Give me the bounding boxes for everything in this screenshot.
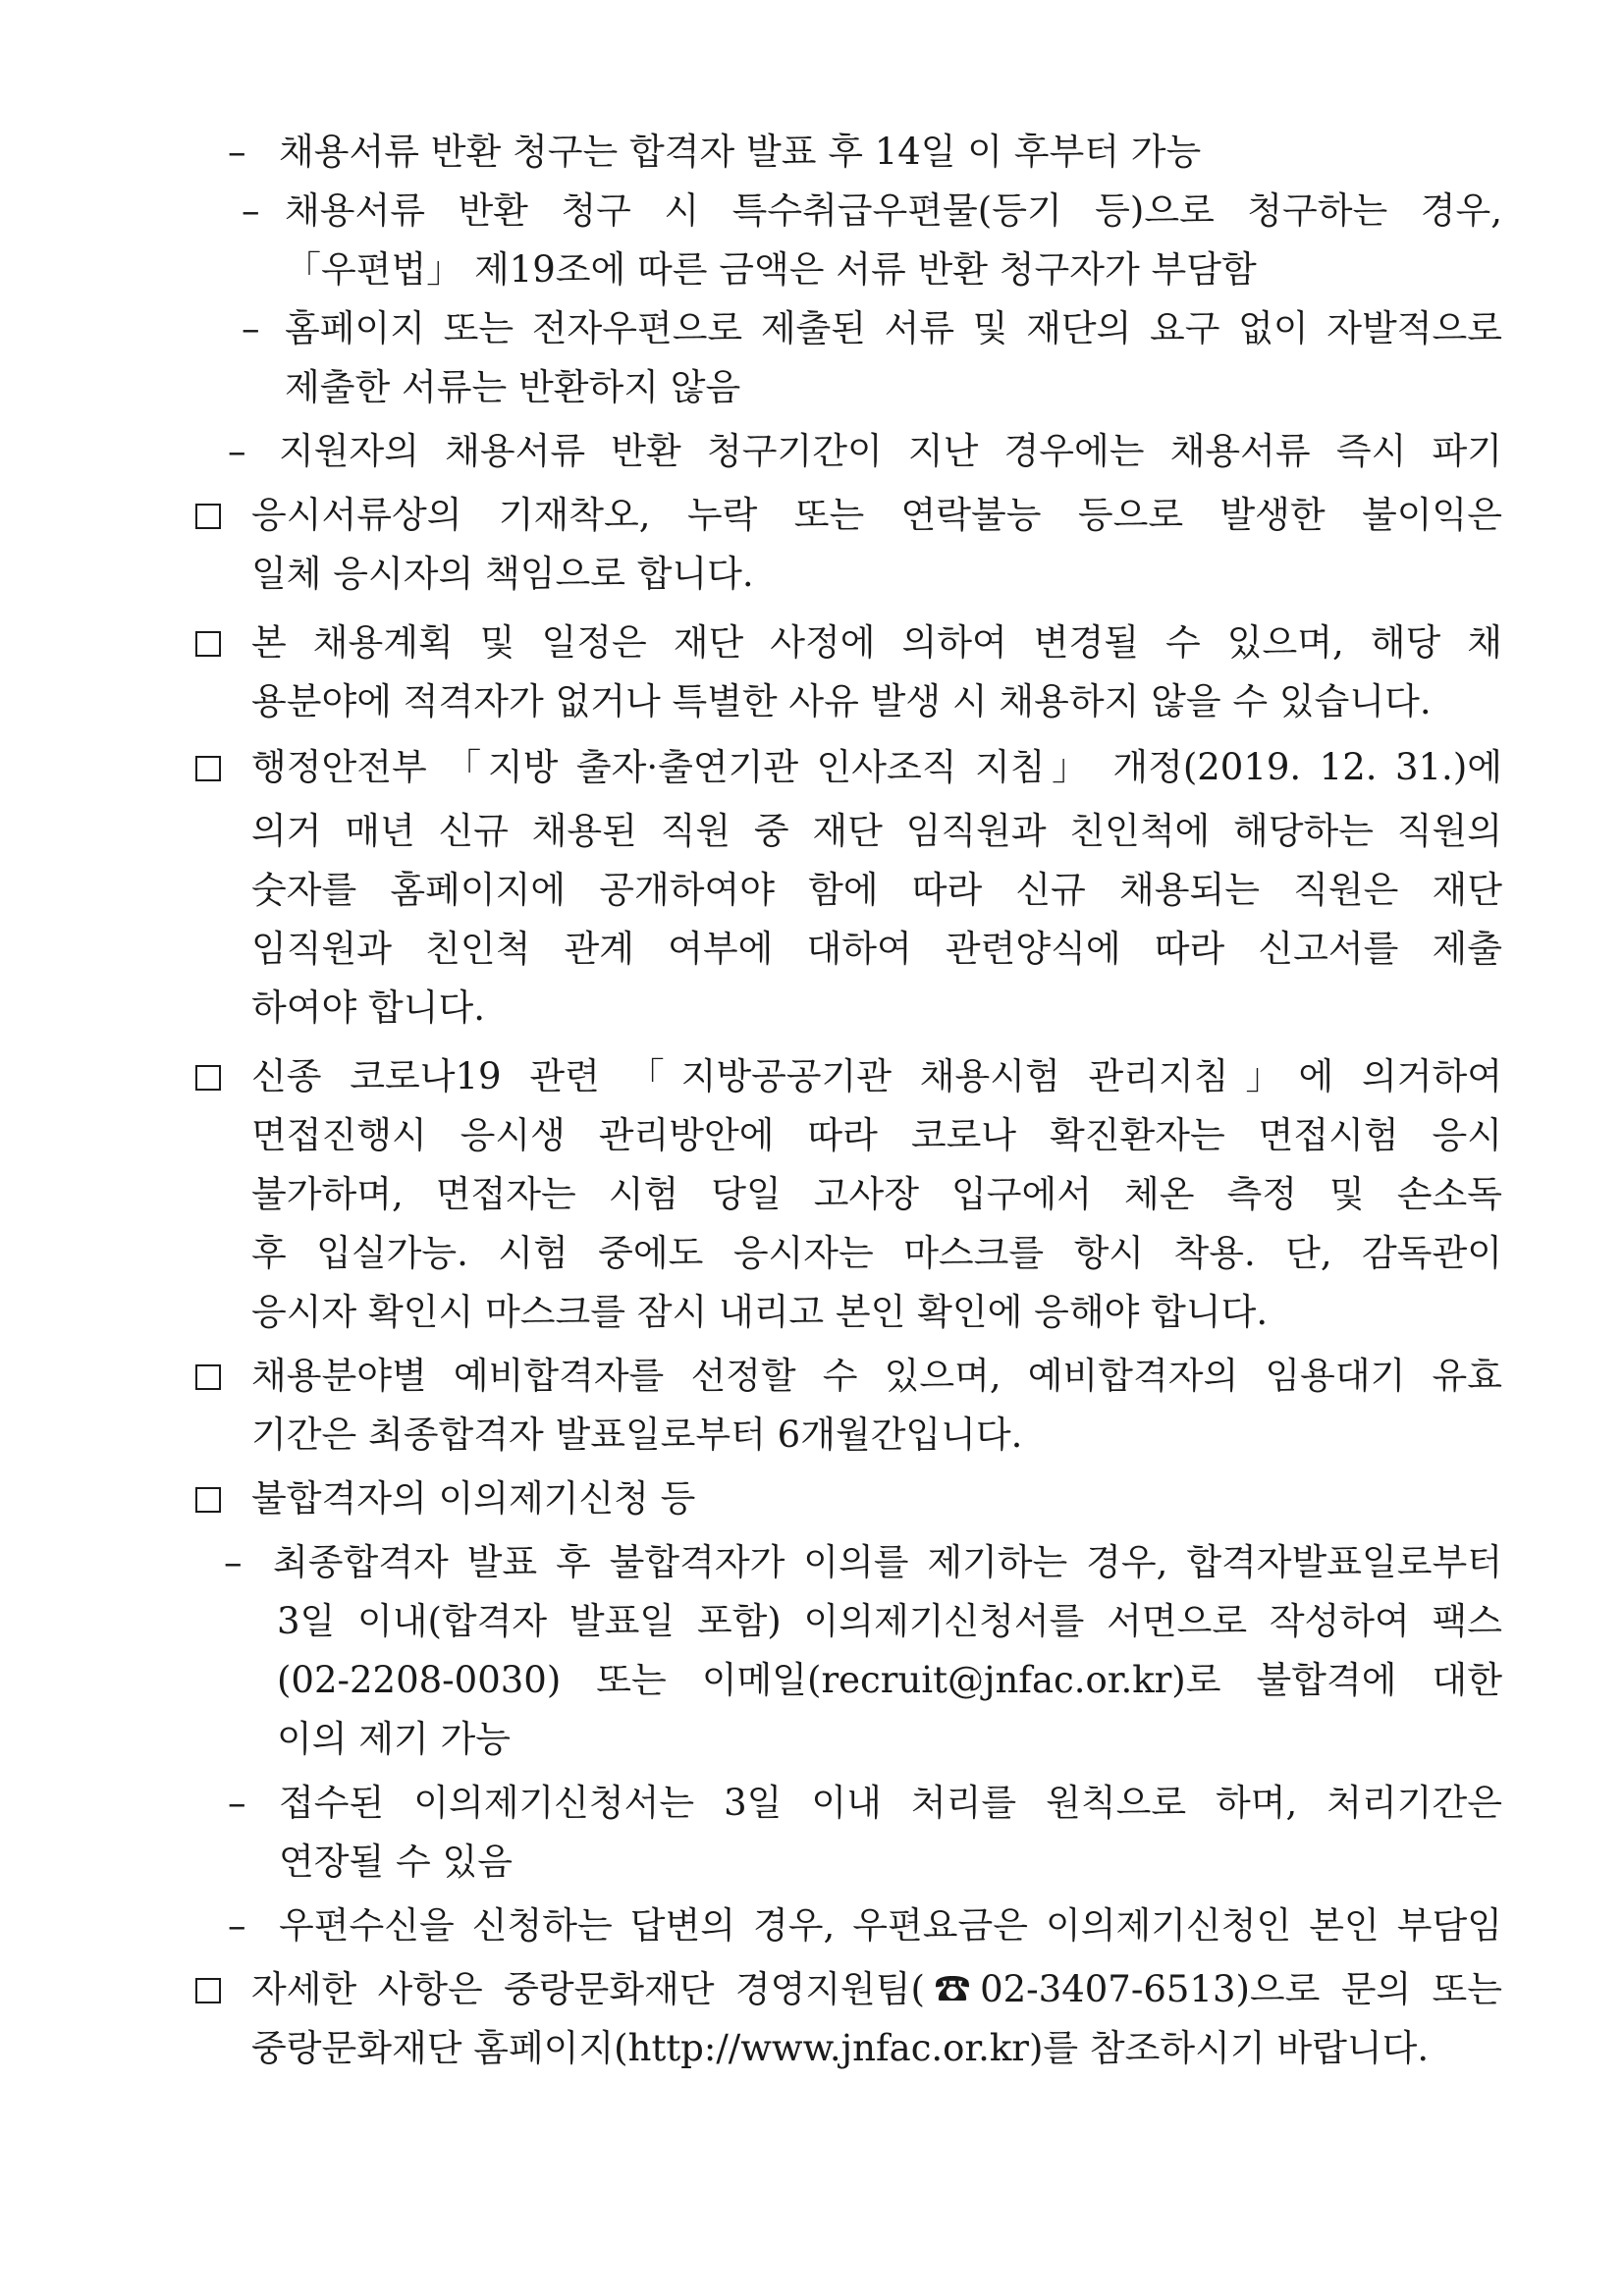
document-line-text: 접수된 이의제기신청서는 3일 이내 처리를 원칙으로 하며, 처리기간은 <box>279 1782 1502 1824</box>
dash-bullet: – <box>242 307 260 349</box>
checkbox-bullet-icon <box>195 1065 221 1091</box>
checkbox-bullet-icon <box>195 1364 221 1390</box>
dash-bullet: – <box>224 1541 243 1583</box>
document-line-text: 신종 코로나19 관련 「지방공공기관 채용시험 관리지침」에 의거하여 <box>251 1055 1502 1097</box>
document-line-text: 응시서류상의 기재착오, 누락 또는 연락불능 등으로 발생한 불이익은 <box>251 494 1502 536</box>
document-line-text: 「우편법」 제19조에 따른 금액은 서류 반환 청구자가 부담함 <box>285 248 1257 291</box>
document-line-text: 채용서류 반환 청구 시 특수취급우편물(등기 등)으로 청구하는 경우, <box>285 189 1502 232</box>
document-line-text: 응시자 확인시 마스크를 잠시 내리고 본인 확인에 응해야 합니다. <box>251 1291 1269 1333</box>
document-line-text: 3일 이내(합격자 발표일 포함) 이의제기신청서를 서면으로 작성하여 팩스 <box>277 1600 1502 1642</box>
document-line-text: 자세한 사항은 중랑문화재단 경영지원팀(☎02-3407-6513)으로 문의 또는 <box>251 1968 1502 2010</box>
document-line-text: 홈페이지 또는 전자우편으로 제출된 서류 및 재단의 요구 없이 자발적으로 <box>285 307 1502 349</box>
dash-bullet: – <box>228 1782 246 1824</box>
document-line-text: 행정안전부 「지방 출자·출연기관 인사조직 지침」 개정(2019. 12. 31.)에 <box>251 746 1502 788</box>
checkbox-bullet-icon <box>195 504 221 529</box>
document-line-text: 지원자의 채용서류 반환 청구기간이 지난 경우에는 채용서류 즉시 파기 <box>279 430 1502 472</box>
document-line-text: 임직원과 친인척 관계 여부에 대하여 관련양식에 따라 신고서를 제출 <box>251 928 1502 970</box>
dash-bullet: – <box>242 189 260 232</box>
document-line-text: 의거 매년 신규 채용된 직원 중 재단 임직원과 친인척에 해당하는 직원의 <box>251 810 1502 852</box>
document-line-text: (02-2208-0030) 또는 이메일(recruit@jnfac.or.kr)로 불합격에 대한 <box>277 1659 1502 1701</box>
checkbox-bullet-icon <box>195 1978 221 2003</box>
document-line-text: 면접진행시 응시생 관리방안에 따라 코로나 확진환자는 면접시험 응시 <box>251 1114 1502 1156</box>
document-line-text: 후 입실가능. 시험 중에도 응시자는 마스크를 항시 착용. 단, 감독관이 <box>251 1232 1502 1274</box>
document-line-text: 기간은 최종합격자 발표일로부터 6개월간입니다. <box>251 1414 1023 1456</box>
document-line-text: 중랑문화재단 홈페이지(http://www.jnfac.or.kr)를 참조하시기 바랍니다. <box>251 2027 1430 2069</box>
document-line-text: 불가하며, 면접자는 시험 당일 고사장 입구에서 체온 측정 및 손소독 <box>251 1173 1502 1215</box>
dash-bullet: – <box>228 1904 246 1947</box>
document-line-text: 하여야 합니다. <box>251 987 485 1029</box>
document-line-text: 연장될 수 있음 <box>279 1841 513 1883</box>
dash-bullet: – <box>228 131 246 173</box>
document-line-text: 채용서류 반환 청구는 합격자 발표 후 14일 이 후부터 가능 <box>279 131 1202 173</box>
dash-bullet: – <box>228 430 246 472</box>
checkbox-bullet-icon <box>195 1487 221 1513</box>
document-line-text: 제출한 서류는 반환하지 않음 <box>285 366 741 408</box>
document-line-text: 채용분야별 예비합격자를 선정할 수 있으며, 예비합격자의 임용대기 유효 <box>251 1355 1502 1397</box>
document-line-text: 최종합격자 발표 후 불합격자가 이의를 제기하는 경우, 합격자발표일로부터 <box>273 1541 1502 1583</box>
document-line-text: 용분야에 적격자가 없거나 특별한 사유 발생 시 채용하지 않을 수 있습니다. <box>251 680 1432 722</box>
document-line-text: 불합격자의 이의제기신청 등 <box>251 1477 696 1520</box>
document-line-text: 일체 응시자의 책임으로 합니다. <box>251 553 754 595</box>
document-line-text: 숫자를 홈페이지에 공개하여야 함에 따라 신규 채용되는 직원은 재단 <box>251 869 1502 911</box>
checkbox-bullet-icon <box>195 631 221 657</box>
document-line-text: 우편수신을 신청하는 답변의 경우, 우편요금은 이의제기신청인 본인 부담임 <box>279 1904 1502 1947</box>
document-line-text: 본 채용계획 및 일정은 재단 사정에 의하여 변경될 수 있으며, 해당 채 <box>251 621 1502 664</box>
document-line-text: 이의 제기 가능 <box>277 1718 511 1760</box>
checkbox-bullet-icon <box>195 756 221 781</box>
